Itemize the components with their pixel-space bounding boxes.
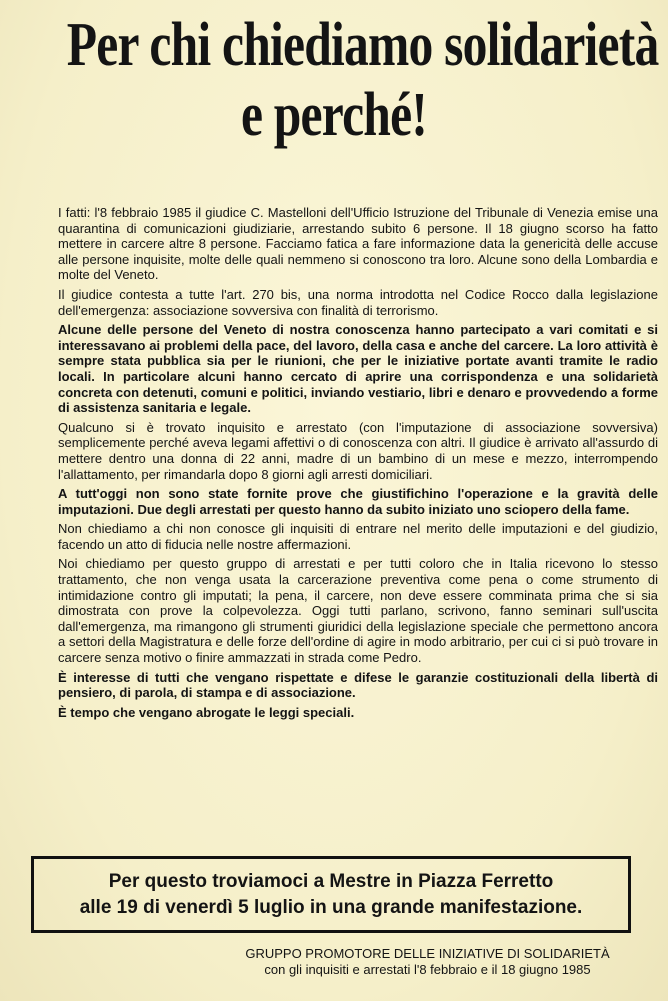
signature-footer: [200, 946, 655, 978]
paragraph-no-evidence: A tutt'oggi non sono state fornite prove che giustifichino l'operazione e la gravità delle imputazioni. Due degli arrestati per questo hanno da subito iniziato uno sciopero della fame.: [58, 486, 658, 517]
demonstration-callout-box: [31, 856, 631, 933]
body-text: [58, 205, 658, 724]
paragraph-charge: Il giudice contesta a tutte l'art. 270 bis, una norma introdotta nel Codice Rocco dalla legislazione dell'emergenza: associazione sovversiva con finalità di terrorismo.: [58, 286, 658, 318]
callout-line-1: Per questo troviamoci a Mestre in Piazza Ferretto: [108, 870, 554, 892]
paragraph-activities: Alcune delle persone del Veneto di nostra conoscenza hanno partecipato a vari comitati e si interessavano ai problemi della pace, del lavoro, della casa e anche del carcere. La loro attività è sempre stata pubblica sia per le riunioni, che per le iniziative portate avanti tramite le radio locali. In particolare alcuni hanno cercato di aprire una corrispondenza e una solidarietà concreta con detenuti, comuni e politici, inviando vestiario, libri e denaro e provvedendo a forme di assistenza sanitaria e legale.: [58, 322, 658, 416]
paragraph-no-request: Non chiediamo a chi non conosce gli inquisiti di entrare nel merito delle imputazioni e del giudizio, facendo un atto di fiducia nelle nostre affermazioni.: [58, 521, 658, 552]
footer-organization: GRUPPO PROMOTORE DELLE INIZIATIVE DI SOLIDARIETÀ: [245, 946, 610, 961]
headline: [66, 10, 659, 150]
paragraph-guarantees: È interesse di tutti che vengano rispettate e difese le garanzie costituzionali della libertà di pensiero, di parola, di stampa e di associazione.: [58, 669, 658, 701]
paragraph-arrests: Qualcuno si è trovato inquisito e arrestato (con l'imputazione di associazione sovversiva) semplicemente perché aveva legami affettivi o di conoscenza con altri. Il giudice è arrivato all'assurdo di mettere dentro una donna di 22 anni, madre di un bambino di un mese e mezzo, interrompendo l'allattamento, per rimandarla dopo 8 giorni agli arresti domiciliari.: [58, 419, 658, 482]
footer-subtitle: con gli inquisiti e arrestati l'8 febbraio e il 18 giugno 1985: [264, 962, 591, 977]
headline-line-2: e perché!: [240, 81, 428, 149]
paragraph-abrogate: È tempo che vengano abrogate le leggi speciali.: [58, 704, 355, 720]
headline-line-1: Per chi chiediamo solidarietà: [66, 11, 659, 79]
paragraph-demands: Noi chiediamo per questo gruppo di arrestati e per tutti coloro che in Italia ricevono lo stesso trattamento, che non venga usata la carcerazione preventiva come pena o come strumento di intimidazione contro gli imputati; la pena, il carcere, non deve essere comminata prima che si sia dimostrata con prove la colpevolezza. Oggi tutti parlano, scrivono, fanno seminari sull'uscita dall'emergenza, ma rimangono gli strumenti giuridici della legislazione speciale che permettono ancora a settori della Magistratura e delle forze dell'ordine di agire in modo arbitrario, per cui ci si può trovare in carcere senza motivo o finire ammazzati in strada come Pedro.: [58, 556, 658, 666]
paragraph-facts: I fatti: l'8 febbraio 1985 il giudice C. Mastelloni dell'Ufficio Istruzione del Tribunale di Venezia emise una quarantina di comunicazioni giudiziarie, arrestando subito 6 persone. Il 18 giugno scorso ha fatto mettere in carcere altre 8 persone. Facciamo fatica a fare informazione data la genericità delle accuse alle persone inquisite, molte delle quali nemmeno si conoscono tra loro. Alcune sono della Lombardia e molte del Veneto.: [58, 205, 658, 283]
callout-line-2: alle 19 di venerdì 5 luglio in una grande manifestazione.: [79, 896, 583, 918]
